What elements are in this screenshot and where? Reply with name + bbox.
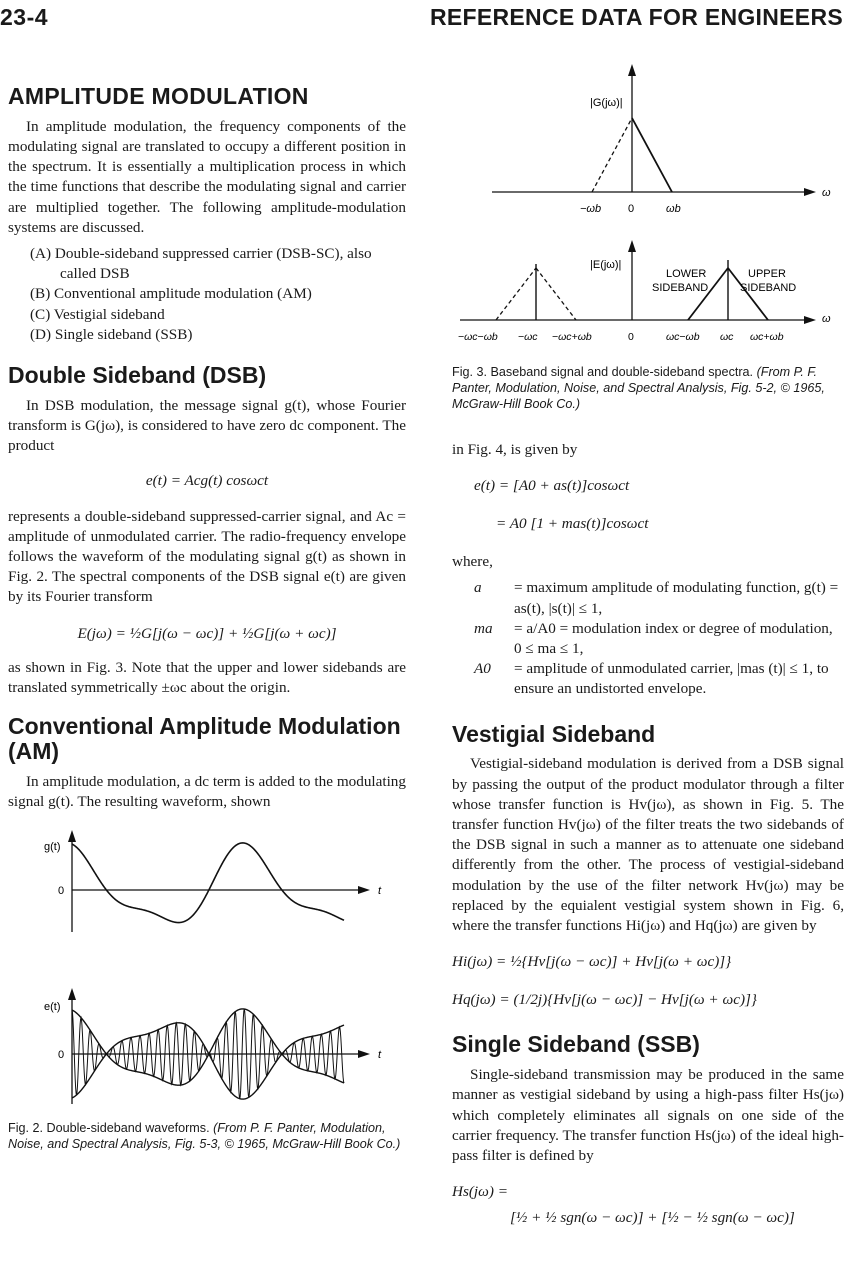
- fig3-upper-sideband-label: SIDEBAND: [740, 282, 797, 294]
- definition-symbol: a: [474, 579, 482, 597]
- am-continuation: in Fig. 4, is given by: [452, 441, 578, 458]
- ssb-equation-2: [½ + ½ sgn(ω − ωc)] + [½ − ½ sgn(ω − ωc)]: [510, 1209, 795, 1227]
- ssb-equation-1: Hs(jω) =: [452, 1183, 508, 1201]
- fig3-top-label: |G(jω)|: [590, 97, 623, 109]
- fig3-spectra: [452, 64, 844, 354]
- fig3-top-left-flank: [592, 118, 632, 192]
- fig3-bot-y-arrow: [628, 240, 636, 252]
- fig3-top-tick: ωb: [666, 203, 681, 215]
- dsb-paragraph-2: represents a double-sideband suppressed-carrier signal, and Ac = amplitude of unmodulated carrier. The radio-frequency envelope follows the waveform of the modulating signal g(t) as shown in Fig. 2. The spectral components of the DSB signal e(t) are given by its Fourier transform: [8, 507, 406, 606]
- fig3-bot-tick: −ωc−ωb: [458, 331, 498, 343]
- definition-symbol: ma: [474, 619, 493, 637]
- dsb-paragraph-3: as shown in Fig. 3. Note that the upper and lower sidebands are translated symmetrically ±ωc about the origin.: [8, 658, 406, 696]
- vsb-paragraph: Vestigial-sideband modulation is derived from a DSB signal by passing the output of the product modulator through a filter whose transfer function is Hv(jω), as shown in Fig. 5. The transfer function Hv(jω) of the filter treats the two sidebands of the DSB signal in such a manner as to attenuate one sideband differently from the other. The process of vestigial-sideband modulation by the use of the filter network Hv(jω) may be replaced by the equialent vestigial system shown in Fig. 6, where the transfer functions Hi(jω) and Hq(jω) are given by: [452, 755, 844, 935]
- definition-row: [474, 619, 844, 659]
- fig3-lower-label: LOWER: [666, 268, 707, 280]
- fig3-bot-tick: −ωc+ωb: [552, 331, 592, 343]
- fig2-caption-source: (From P. F. Panter, Modulation, Noise, and Spectral Analysis, Fig. 5-3, © 1965, McGraw-Hill Book Co.): [8, 1120, 401, 1151]
- dsb-heading: Double Sideband (DSB): [8, 362, 267, 389]
- fig2-g-y-arrow: [68, 830, 76, 842]
- fig2-e-y-arrow: [68, 988, 76, 1000]
- fig3-top-tick: −ωb: [580, 203, 602, 215]
- definition-symbol: A0: [474, 660, 491, 678]
- fig2-e-zero: 0: [58, 1048, 65, 1061]
- conventional-am-heading: Conventional Amplitude Modulation (AM): [8, 712, 401, 764]
- fig3-lsb-inner: [536, 268, 576, 320]
- fig3-top-right-flank: [632, 118, 672, 192]
- fig3-caption-source: (From P. F. Panter, Modulation, Noise, and Spectral Analysis, Fig. 5-2, © 1965, McGraw-Hill Book Co.): [452, 365, 825, 411]
- fig3-bot-tick: ωc−ωb: [666, 331, 700, 343]
- definition-row: [474, 659, 844, 699]
- am-systems-list: [30, 244, 406, 345]
- conventional-am-paragraph: In amplitude modulation, a dc term is added to the modulating signal g(t). The resulting waveform, shown: [8, 772, 406, 810]
- ssb-heading: Single Sideband (SSB): [452, 1031, 700, 1058]
- fig2-g-zero: 0: [58, 884, 65, 897]
- fig3-bot-tick: 0: [628, 331, 634, 343]
- running-title: REFERENCE DATA FOR ENGINEERS: [429, 4, 843, 30]
- fig2-g-label: g(t): [44, 840, 61, 853]
- dsb-equation-2: E(jω) = ½G[j(ω − ωc)] + ½G[j(ω + ωc)]: [77, 624, 337, 642]
- list-item: (C) Vestigial sideband: [30, 305, 165, 323]
- fig2-e-x-arrow: [358, 1050, 370, 1058]
- left-column: [8, 78, 406, 1152]
- fig2-caption: [8, 1120, 406, 1152]
- fig3-top-tick: 0: [628, 203, 635, 215]
- fig3-caption-title: Fig. 3. Baseband signal and double-sideband spectra.: [452, 365, 757, 379]
- fig3-upper-label: UPPER: [748, 268, 786, 280]
- am-equation-2: = A0 [1 + mas(t)]cosωct: [496, 515, 649, 533]
- fig3-bot-tick: ωc: [720, 331, 734, 343]
- fig3-bot-tick: ωc+ωb: [750, 331, 784, 343]
- right-column: [452, 64, 844, 1228]
- list-item: (D) Single sideband (SSB): [30, 325, 193, 343]
- fig2-g-x-arrow: [358, 886, 370, 894]
- am-intro: In amplitude modulation, the frequency components of the modulating signal are translated to occupy a different position in the spectrum. It is essentially a multiplication process in which the time functions that describe the modulating signal and carrier are multiplied together. The following amplitude-modulation systems are discussed.: [8, 117, 406, 236]
- definition-text: = amplitude of unmodulated carrier, |mas (t)| ≤ 1, to ensure an undistorted envelope.: [514, 660, 829, 698]
- fig3-bot-tick: −ωc: [518, 331, 538, 343]
- am-heading: AMPLITUDE MODULATION: [8, 83, 309, 109]
- fig2-e-label: e(t): [44, 1000, 61, 1013]
- definition-row: [474, 578, 844, 618]
- fig2-g-curve: [72, 843, 344, 923]
- ssb-paragraph: Single-sideband transmission may be produced in the same manner as vestigial sideband by using a high-pass filter Hs(jω) which completely eliminates all signals on one side of the carrier frequency. The transfer function Hs(jω) of the ideal high-pass filter is defined by: [452, 1066, 844, 1164]
- fig2-waveforms: [8, 822, 406, 1112]
- vsb-equation-1: Hi(jω) = ½{Hv[j(ω − ωc)] + Hv[j(ω + ωc)]}: [452, 953, 732, 971]
- page-header: [0, 4, 847, 34]
- fig3-lower-sideband-label: SIDEBAND: [652, 282, 709, 294]
- fig3-top-y-arrow: [628, 64, 636, 76]
- fig3-bot-label: |E(jω)|: [590, 259, 622, 271]
- definition-text: = maximum amplitude of modulating function, g(t) = as(t), |s(t)| ≤ 1,: [514, 579, 839, 617]
- fig3-lsb-outer: [496, 268, 536, 320]
- fig3-caption: [452, 364, 844, 412]
- where-label: where,: [452, 553, 493, 571]
- fig3-top-x-arrow: [804, 188, 816, 196]
- fig3-top-omega: ω: [822, 187, 831, 199]
- am-equation-1: e(t) = [A0 + as(t)]cosωct: [474, 477, 630, 495]
- fig3-bot-x-arrow: [804, 316, 816, 324]
- fig3-bot-omega: ω: [822, 313, 831, 325]
- vsb-equation-2: Hq(jω) = (1/2j){Hv[j(ω − ωc)] − Hv[j(ω + ωc)]}: [452, 991, 757, 1009]
- fig2-g-t: t: [378, 884, 382, 897]
- vsb-heading: Vestigial Sideband: [452, 720, 656, 747]
- fig2-e-t: t: [378, 1048, 382, 1061]
- fig2-caption-title: Fig. 2. Double-sideband waveforms.: [8, 1120, 214, 1135]
- definition-text: = a/A0 = modulation index or degree of modulation, 0 ≤ ma ≤ 1,: [514, 619, 833, 658]
- page-number: 23-4: [0, 4, 49, 30]
- list-item: (B) Conventional amplitude modulation (AM): [30, 285, 312, 303]
- list-item: (A) Double-sideband suppressed carrier (DSB-SC), also called DSB: [30, 245, 372, 283]
- am-definitions: [474, 578, 844, 699]
- dsb-equation-1: e(t) = Acg(t) cosωct: [145, 471, 269, 489]
- dsb-paragraph-1: In DSB modulation, the message signal g(t), whose Fourier transform is G(jω), is considered to have zero dc component. The product: [8, 396, 406, 455]
